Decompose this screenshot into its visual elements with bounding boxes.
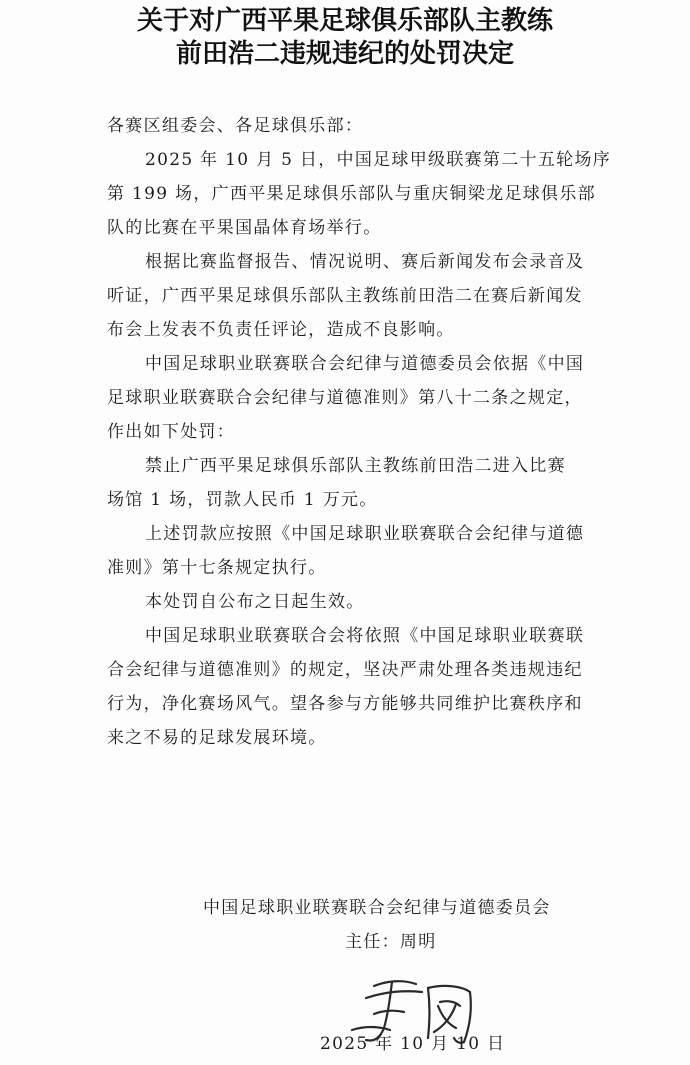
paragraph-6-line-1: 本处罚自公布之日起生效。 — [145, 592, 365, 612]
document-title-line-1: 关于对广西平果足球俱乐部队主教练 — [136, 6, 553, 36]
paragraph-1-line-2: 第 199 场，广西平果足球俱乐部队与重庆铜梁龙足球俱乐部 — [107, 184, 596, 204]
paragraph-1-line-1: 2025 年 10 月 5 日，中国足球甲级联赛第二十五轮场序 — [145, 150, 612, 170]
paragraph-5-line-1: 上述罚款应按照《中国足球职业联赛联合会纪律与道德 — [145, 524, 585, 544]
decision-date: 2025 年 10 月 10 日 — [320, 1034, 506, 1054]
paragraph-3-line-3: 作出如下处罚： — [107, 422, 236, 442]
paragraph-4-line-2: 场馆 1 场，罚款人民币 1 万元。 — [107, 490, 378, 510]
paragraph-7-line-3: 行为，净化赛场风气。望各参与方能够共同维护比赛秩序和 — [107, 694, 583, 714]
paragraph-7-line-1: 中国足球职业联赛联合会将依照《中国足球职业联赛联 — [145, 626, 585, 646]
paragraph-7-line-4: 来之不易的足球发展环境。 — [107, 728, 327, 748]
paragraph-3-line-1: 中国足球职业联赛联合会纪律与道德委员会依据《中国 — [145, 354, 585, 374]
paragraph-3-line-2: 足球职业联赛联合会纪律与道德准则》第八十二条之规定， — [107, 388, 583, 408]
paragraph-1-line-3: 队的比赛在平果国晶体育场举行。 — [107, 218, 382, 238]
paragraph-7-line-2: 合会纪律与道德准则》的规定，坚决严肃处理各类违规违纪 — [107, 660, 583, 680]
paragraph-2-line-2: 听证，广西平果足球俱乐部队主教练前田浩二在赛后新闻发 — [107, 286, 583, 306]
recipients-line: 各赛区组委会、各足球俱乐部： — [107, 116, 364, 136]
paragraph-2-line-1: 根据比赛监督报告、情况说明、赛后新闻发布会录音及 — [145, 252, 585, 272]
issuing-committee: 中国足球职业联赛联合会纪律与道德委员会 — [203, 898, 551, 918]
paragraph-2-line-3: 布会上发表不负责任评论，造成不良影响。 — [107, 320, 455, 340]
paragraph-4-line-1: 禁止广西平果足球俱乐部队主教练前田浩二进入比赛 — [145, 456, 566, 476]
document-title-line-2: 前田浩二违规违纪的处罚决定 — [175, 39, 514, 69]
director-line: 主任：周明 — [345, 932, 437, 952]
paragraph-5-line-2: 准则》第十七条规定执行。 — [107, 558, 327, 578]
